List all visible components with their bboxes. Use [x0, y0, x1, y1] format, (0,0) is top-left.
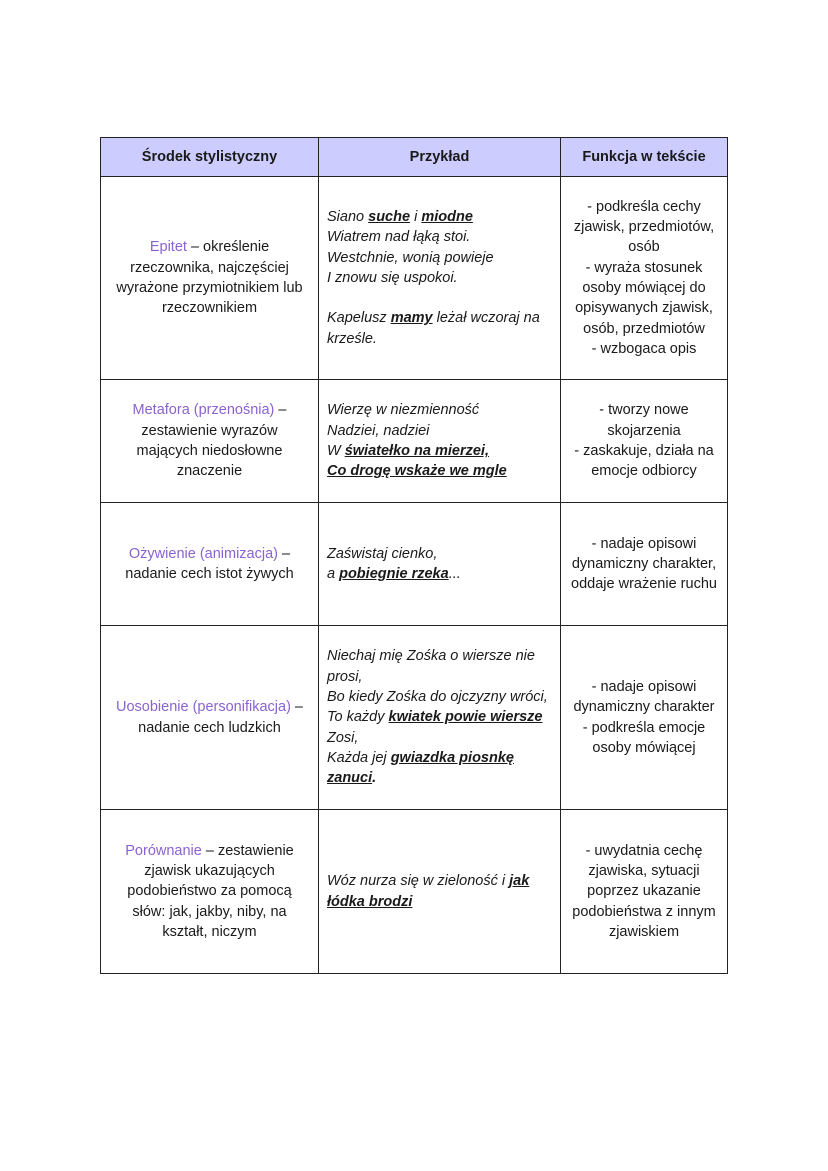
term-name: Epitet — [149, 239, 187, 256]
term-cell — [101, 810, 319, 974]
table-header-row — [101, 138, 728, 177]
function-cell — [561, 380, 728, 503]
example-highlight: jak łódka brodzi — [327, 873, 530, 910]
term-name: Uosobienie (personifikacja) — [116, 699, 291, 716]
table-row — [101, 380, 728, 503]
function-cell — [561, 626, 728, 810]
example-highlight: gwiazdka piosnkę zanuci — [327, 749, 514, 787]
example-cell — [319, 626, 561, 810]
example-cell — [319, 177, 561, 380]
example-line: Co drogę wskaże we mgle — [327, 463, 507, 480]
example-line: Bo kiedy Zośka do ojczyzny wróci, — [327, 689, 548, 706]
table-row — [101, 810, 728, 974]
table-row — [101, 503, 728, 626]
example-line: Zaświstaj cienko, — [327, 545, 438, 562]
example-text: To każdy — [327, 709, 389, 726]
example-line: Niechaj mię Zośka o wiersze nie prosi, — [327, 648, 535, 685]
example-text: leżał wczoraj na krześle. — [327, 310, 540, 347]
function-line: - nadaje opisowi dynamiczny charakter — [573, 678, 715, 716]
example-line: Wierzę w niezmienność — [327, 402, 480, 419]
term-cell — [101, 177, 319, 380]
example-highlight: miodne — [421, 209, 473, 226]
example-text: W — [327, 443, 345, 459]
example-text: ... — [448, 566, 461, 582]
spacer — [327, 288, 554, 308]
example-text: i — [410, 209, 422, 226]
term-definition: – nadanie cech istot żywych — [125, 545, 294, 582]
example-text: . — [372, 770, 377, 787]
example-highlight: pobiegnie rzeka — [339, 566, 449, 582]
example-line — [327, 441, 554, 461]
term-name: Porównanie — [125, 842, 202, 859]
example-highlight: mamy — [390, 310, 433, 327]
function-cell — [561, 503, 728, 626]
example-line: Nadziei, nadziei — [327, 422, 430, 439]
example-line: I znowu się uspokoi. — [327, 270, 458, 286]
example-cell — [319, 503, 561, 626]
term-definition: – nadanie cech ludzkich — [138, 699, 303, 736]
header-term: Środek stylistyczny — [101, 138, 319, 177]
function-line: - tworzy nowe skojarzenia — [599, 402, 689, 439]
function-line: - uwydatnia cechę zjawiska, sytuacji poprzez ukazanie podobieństwa z innym zjawiskiem — [572, 842, 716, 940]
term-cell — [101, 503, 319, 626]
example-cell — [319, 810, 561, 974]
example-line — [327, 748, 554, 789]
table-row — [101, 626, 728, 810]
table-row — [101, 177, 728, 380]
function-line: - podkreśla cechy zjawisk, przedmiotów, osób — [573, 198, 715, 256]
term-definition: – określenie rzeczownika, najczęściej wyrażone przymiotnikiem lub rzeczownikiem — [116, 239, 303, 317]
example-cell — [319, 380, 561, 503]
term-name: Ożywienie (animizacja) — [128, 545, 278, 562]
example-line — [327, 871, 554, 912]
example-highlight: suche — [368, 209, 411, 226]
term-name: Metafora (przenośnia) — [132, 402, 275, 419]
example-text: Każda jej — [327, 749, 391, 766]
example-line — [327, 207, 554, 227]
example-line — [327, 308, 554, 349]
header-function: Funkcja w tekście — [561, 138, 728, 177]
term-cell — [101, 380, 319, 503]
function-line: - podkreśla emocje osoby mówiącej — [582, 719, 706, 756]
term-cell — [101, 626, 319, 810]
example-text: a — [327, 566, 340, 582]
function-line: - nadaje opisowi dynamiczny charakter, oddaje wrażenie ruchu — [571, 535, 717, 593]
example-line — [327, 707, 554, 748]
stylistic-devices-table — [100, 137, 728, 974]
term-definition: – zestawienie wyrazów mających niedosłowne znaczenie — [136, 402, 287, 480]
example-line: Wiatrem nad łąką stoi. — [327, 229, 471, 246]
example-highlight: światełko na mierzei, — [344, 443, 489, 459]
term-definition: – zestawienie zjawisk ukazujących podobieństwo za pomocą słów: jak, jakby, niby, na kształt, niczym — [127, 842, 294, 940]
example-text: Kapelusz — [327, 310, 391, 327]
header-example: Przykład — [319, 138, 561, 177]
example-highlight: kwiatek powie wiersze — [388, 709, 543, 726]
example-text: Zosi, — [327, 729, 359, 746]
example-line: Westchnie, wonią powieje — [327, 249, 494, 266]
function-cell — [561, 177, 728, 380]
function-line: - wzbogaca opis — [591, 340, 697, 357]
function-cell — [561, 810, 728, 974]
example-text: Siano — [327, 209, 369, 226]
example-line — [327, 564, 554, 584]
function-line: - wyraża stosunek osoby mówiącej do opisywanych zjawisk, osób, przedmiotów — [575, 259, 713, 337]
function-line: - zaskakuje, działa na emocje odbiorcy — [574, 443, 714, 480]
example-text: Wóz nurza się w zieloność i — [327, 873, 510, 890]
